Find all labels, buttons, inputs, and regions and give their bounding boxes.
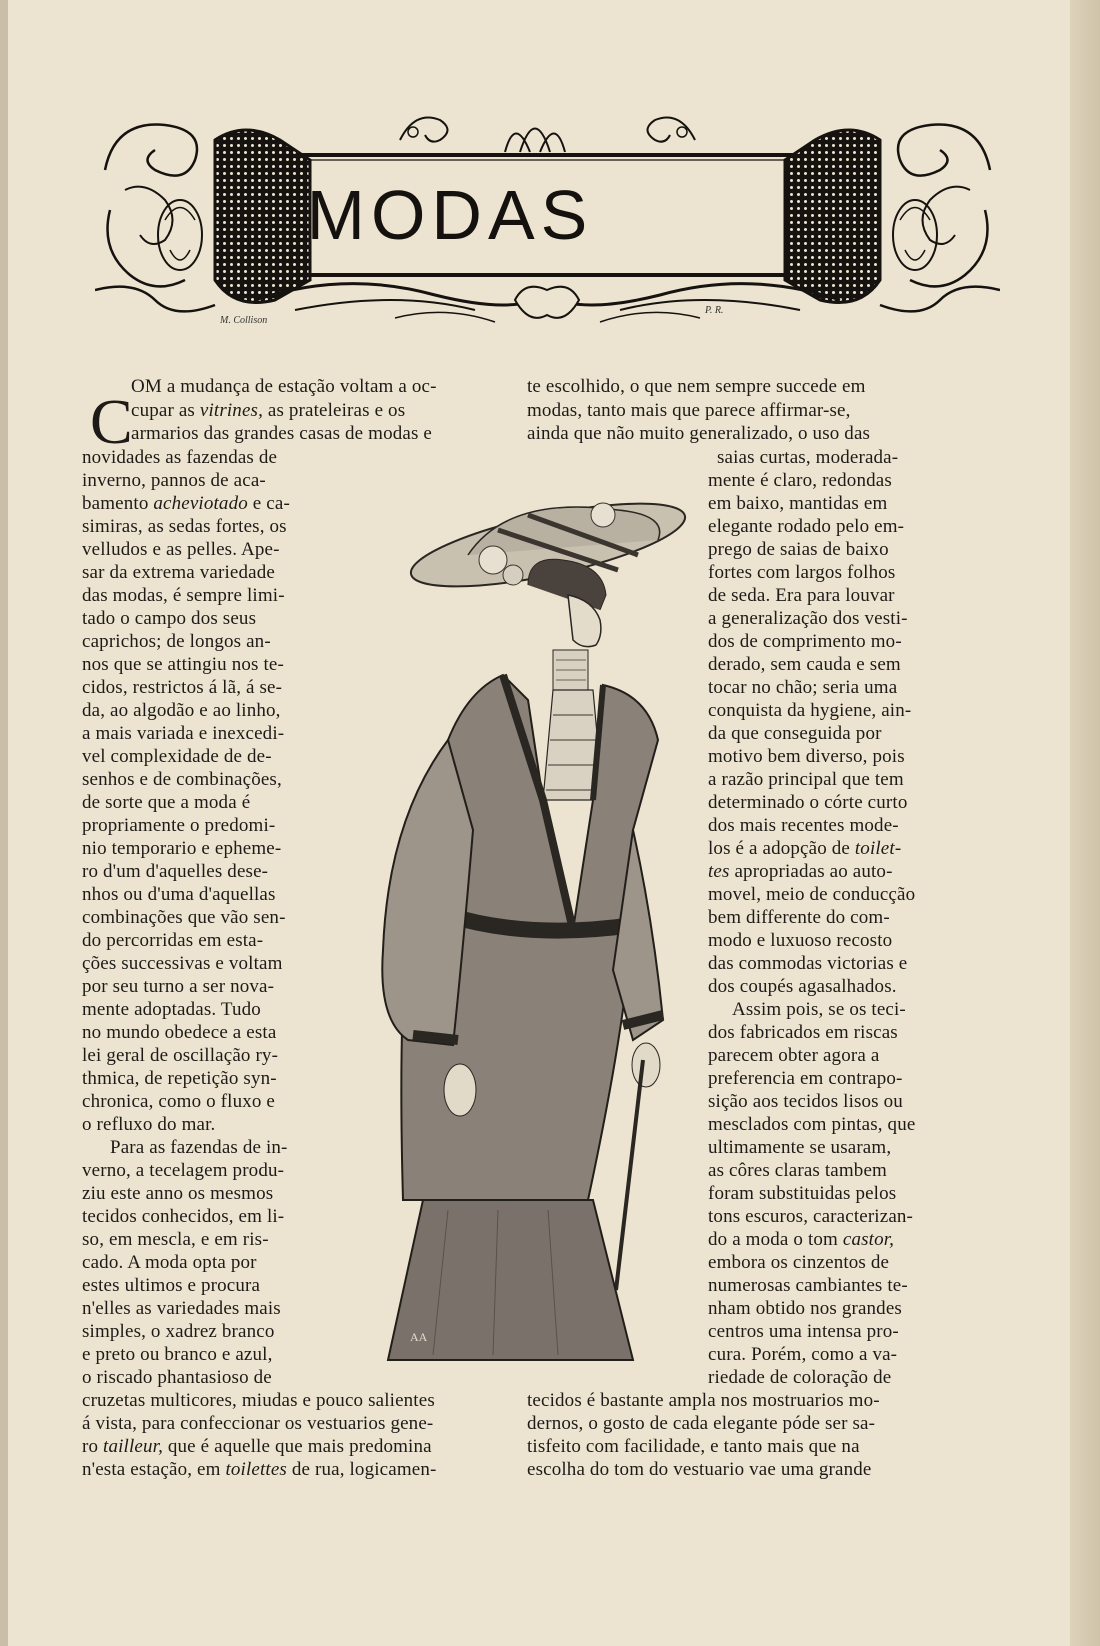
text-line (82, 975, 274, 999)
text-line (708, 676, 897, 700)
text-line (82, 676, 282, 700)
text-run: dernos, o gosto de cada elegante póde ser sa- (527, 1413, 876, 1434)
text-run: riedade de coloração de (708, 1367, 892, 1388)
text-run: ultimamente se usaram, (708, 1137, 892, 1158)
text-line (708, 745, 905, 769)
text-line (82, 1274, 260, 1298)
text-run: dos de comprimento mo- (708, 631, 902, 652)
text-run: tisfeito com facilidade, e tanto mais que na (527, 1436, 860, 1457)
text-run: mente é claro, redondas (708, 470, 892, 491)
text-run: thmica, de repetição syn- (82, 1068, 277, 1089)
text-run: ro d'um d'aquelles dese- (82, 861, 269, 882)
text-run: numerosas cambiantes te- (708, 1275, 908, 1296)
text-line (82, 1113, 215, 1137)
text-run: derado, sem cauda e sem (708, 654, 901, 675)
text-run: por seu turno a ser nova- (82, 976, 275, 997)
text-line (82, 791, 250, 815)
text-run: elegante rodado pelo em- (708, 516, 905, 537)
text-run: motivo bem diverso, pois (708, 746, 905, 767)
text-run: simiras, as sedas fortes, os (82, 516, 287, 537)
text-line (82, 653, 284, 677)
text-run: conquista da hygiene, ain- (708, 700, 912, 721)
text-run: o riscado phantasioso de (82, 1367, 272, 1388)
text-run: fortes com largos folhos (708, 562, 896, 583)
text-line (708, 538, 889, 562)
text-run: preferencia em contrapo- (708, 1068, 903, 1089)
text-line (82, 1297, 281, 1321)
text-run: ções successivas e voltam (82, 953, 283, 974)
text-line (82, 814, 275, 838)
text-run: da, ao algodão e ao linho, (82, 700, 281, 721)
text-line (82, 1205, 284, 1229)
text-run: mesclados com pintas, que (708, 1114, 916, 1135)
text-run: em baixo, mantidas em (708, 493, 888, 514)
text-run: novidades as fazendas de (82, 447, 278, 468)
text-line (708, 722, 882, 746)
woman-figure-illustration (378, 500, 703, 1422)
text-line (717, 446, 898, 470)
text-line (82, 607, 256, 631)
text-run: chronica, como o fluxo e (82, 1091, 276, 1112)
text-line (82, 1389, 435, 1413)
italic-text: toilet- (854, 838, 902, 859)
text-run: a razão principal que tem (708, 769, 904, 790)
text-line (82, 1090, 275, 1114)
text-line (527, 422, 870, 446)
text-run: Para as fazendas de in- (110, 1137, 288, 1158)
text-run: Assim pois, se os teci- (732, 999, 906, 1020)
text-line (708, 1113, 915, 1137)
text-run: cura. Porém, como a va- (708, 1344, 898, 1365)
text-run: de sorte que a moda é (82, 792, 251, 813)
banner-signature-right: P. R. (705, 305, 724, 316)
text-run: nio temporario e epheme- (82, 838, 282, 859)
text-line (708, 1090, 903, 1114)
text-line (708, 492, 887, 516)
text-line (708, 906, 890, 930)
text-run: da que conseguida por (708, 723, 882, 744)
text-line (82, 1021, 276, 1045)
text-run: de seda. Era para louvar (708, 585, 895, 606)
text-line (82, 699, 281, 723)
text-run: o refluxo do mar. (82, 1114, 216, 1135)
text-run: tecidos é bastante ampla nos mostruarios mo- (527, 1390, 880, 1411)
text-line (82, 722, 284, 746)
text-run: dos mais recentes mode- (708, 815, 899, 836)
text-line (82, 630, 271, 654)
text-line (110, 1136, 288, 1160)
text-line (82, 906, 286, 930)
text-line (82, 1182, 273, 1206)
italic-text: vitrines, (199, 400, 263, 421)
text-run: nham obtido nos grandes (708, 1298, 902, 1319)
text-line (82, 1343, 273, 1367)
banner-signature-left: M. Collison (220, 315, 268, 326)
text-line (708, 630, 902, 654)
text-run: no mundo obedece a esta (82, 1022, 277, 1043)
text-run: n'elles as variedades mais (82, 1298, 281, 1319)
text-line (527, 1435, 860, 1459)
drop-cap: C (90, 386, 133, 457)
text-run: determinado o córte curto (708, 792, 908, 813)
text-run: tons escuros, caracterizan- (708, 1206, 914, 1227)
text-run: embora os cinzentos de (708, 1252, 890, 1273)
text-line (708, 883, 915, 907)
text-line (131, 422, 432, 446)
italic-text: toilettes (225, 1459, 287, 1480)
text-run: nhos ou d'uma d'aquellas (82, 884, 276, 905)
text-line (82, 837, 281, 861)
text-run: do a moda o tom (708, 1229, 843, 1250)
text-line (708, 1136, 891, 1160)
text-run: e preto ou branco e azul, (82, 1344, 273, 1365)
text-run: nos que se attingiu nos te- (82, 654, 284, 675)
text-run: modas, tanto mais que parece affirmar-se, (527, 400, 851, 421)
text-line (82, 745, 272, 769)
text-line (708, 1297, 902, 1321)
text-run: inverno, pannos de aca- (82, 470, 266, 491)
fashion-illustration (378, 500, 703, 1422)
text-line (82, 1412, 433, 1436)
text-line (708, 1021, 898, 1045)
italic-text: acheviotado (153, 493, 248, 514)
text-run: cado. A moda opta por (82, 1252, 257, 1273)
text-run: a generalização dos vesti- (708, 608, 908, 629)
text-run: senhos e de combinações, (82, 769, 282, 790)
italic-text: castor, (842, 1229, 895, 1250)
text-run: do percorridas em esta- (82, 930, 264, 951)
text-line (708, 1366, 891, 1390)
text-run: dos fabricados em riscas (708, 1022, 898, 1043)
text-run: propriamente o predomi- (82, 815, 276, 836)
text-line (708, 653, 901, 677)
text-line (708, 1343, 897, 1367)
text-line (82, 929, 263, 953)
text-run: movel, meio de conducção (708, 884, 916, 905)
text-line (708, 952, 907, 976)
text-run: dos coupés agasalhados. (708, 976, 897, 997)
text-line (131, 399, 405, 423)
text-run: mente adoptadas. Tudo (82, 999, 261, 1020)
page-edge (0, 0, 8, 1646)
text-run: combinações que vão sen- (82, 907, 286, 928)
text-line (131, 375, 437, 399)
text-line (708, 975, 897, 999)
text-line (708, 1205, 913, 1229)
text-run: cruzetas multicores, miudas e pouco salientes (82, 1390, 435, 1411)
text-line (82, 1366, 272, 1390)
text-line (708, 1320, 899, 1344)
text-line (708, 607, 908, 631)
text-line (732, 998, 906, 1022)
text-run: ro (82, 1436, 104, 1457)
text-run: prego de saias de baixo (708, 539, 889, 560)
text-line (708, 1251, 889, 1275)
text-run: tado o campo dos seus (82, 608, 257, 629)
text-run: saias curtas, moderada- (717, 447, 899, 468)
text-run: das commodas victorias e (708, 953, 908, 974)
text-run: tecidos conhecidos, em li- (82, 1206, 285, 1227)
text-line (527, 399, 851, 423)
text-run: as prateleiras e os (262, 400, 406, 421)
text-line (708, 469, 892, 493)
text-run: apropriadas ao auto- (729, 861, 893, 882)
text-run: OM a mudança de estação voltam a oc- (131, 376, 437, 397)
text-line (82, 860, 268, 884)
text-run: ziu este anno os mesmos (82, 1183, 274, 1204)
text-run: bamento (82, 493, 154, 514)
text-line (82, 1067, 277, 1091)
text-line (708, 1044, 879, 1068)
text-line (82, 492, 290, 516)
page-title: MODAS (306, 176, 594, 254)
text-line (708, 515, 904, 539)
text-line (708, 1228, 894, 1252)
text-run: ainda que não muito generalizado, o uso das (527, 423, 871, 444)
text-run: cupar as (131, 400, 200, 421)
text-run: cidos, restrictos á lã, á se- (82, 677, 283, 698)
text-line (82, 446, 277, 470)
text-run: vel complexidade de de- (82, 746, 272, 767)
text-line (82, 561, 275, 585)
text-run: velludos e as pelles. Ape- (82, 539, 280, 560)
text-run: á vista, para confeccionar os vestuarios gene- (82, 1413, 434, 1434)
text-line (82, 469, 266, 493)
text-line (82, 584, 285, 608)
text-run: verno, a tecelagem produ- (82, 1160, 285, 1181)
text-run: estes ultimos e procura (82, 1275, 261, 1296)
text-line (82, 1251, 257, 1275)
artist-initials: AA (410, 1330, 428, 1344)
text-line (82, 1044, 278, 1068)
text-run: parecem obter agora a (708, 1045, 880, 1066)
text-line (82, 515, 287, 539)
text-line (708, 1274, 908, 1298)
text-line (708, 814, 899, 838)
text-line (708, 768, 904, 792)
text-run: lei geral de oscillação ry- (82, 1045, 279, 1066)
text-run: as côres claras tambem (708, 1160, 887, 1181)
text-run: los é a adopção de (708, 838, 855, 859)
text-run: armarios das grandes casas de modas e (131, 423, 432, 444)
text-run: tocar no chão; seria uma (708, 677, 898, 698)
text-line (527, 1458, 872, 1482)
text-line (82, 1228, 269, 1252)
text-run: escolha do tom do vestuario vae uma grande (527, 1459, 872, 1480)
text-run: de rua, logicamen- (286, 1459, 437, 1480)
text-run: n'esta estação, em (82, 1459, 226, 1480)
text-run: e ca- (247, 493, 290, 514)
text-run: centros uma intensa pro- (708, 1321, 899, 1342)
text-line (82, 768, 282, 792)
text-run: a mais variada e inexcedi- (82, 723, 285, 744)
text-run: modo e luxuoso recosto (708, 930, 893, 951)
italic-text: tes (708, 861, 730, 882)
text-line (527, 1389, 880, 1413)
text-line (708, 837, 901, 861)
italic-text: tailleur, (103, 1436, 163, 1457)
text-run: das modas, é sempre limi- (82, 585, 285, 606)
text-line (708, 791, 907, 815)
page-binding-edge (1070, 0, 1100, 1646)
text-line (708, 1159, 887, 1183)
text-run: que é aquelle que mais predomina (162, 1436, 432, 1457)
text-line (708, 584, 895, 608)
text-line (82, 1320, 274, 1344)
text-run: so, em mescla, e em ris- (82, 1229, 269, 1250)
text-line (82, 883, 276, 907)
text-line (82, 1458, 436, 1482)
text-run: foram substituidas pelos (708, 1183, 897, 1204)
text-line (82, 1159, 284, 1183)
text-line (82, 1435, 432, 1459)
text-run: bem differente do com- (708, 907, 890, 928)
text-run: te escolhido, o que nem sempre succede em (527, 376, 866, 397)
text-run: sar da extrema variedade (82, 562, 275, 583)
text-line (527, 1412, 875, 1436)
text-run: sição aos tecidos lisos ou (708, 1091, 903, 1112)
text-line (82, 952, 283, 976)
text-line (708, 1067, 903, 1091)
text-line (82, 538, 280, 562)
text-line (708, 929, 892, 953)
text-run: simples, o xadrez branco (82, 1321, 275, 1342)
text-run: caprichos; de longos an- (82, 631, 271, 652)
text-line (708, 1182, 896, 1206)
text-line (708, 561, 895, 585)
text-line (708, 699, 911, 723)
text-line (527, 375, 866, 399)
text-line (708, 860, 893, 884)
text-line (82, 998, 261, 1022)
